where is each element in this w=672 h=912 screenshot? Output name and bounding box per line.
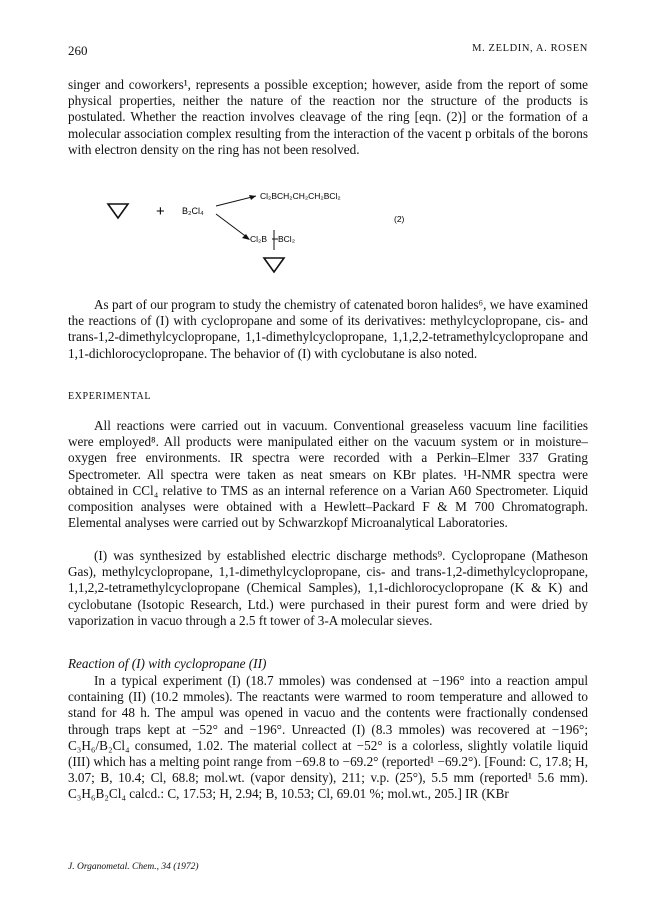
running-head-authors: M. ZELDIN, A. ROSEN <box>472 43 588 54</box>
reagent-b2cl4: B₂Cl₄ <box>182 206 204 216</box>
program-paragraph: As part of our program to study the chemistry of catenated boron halides⁶, we have examined the reactions of (I) with cyclopropane and some of its derivatives: methylcyclopropane, cis- and trans-1,2-dimethylcyclopropane, 1,1-dimethylcyclopropane, 1,1,2,2-tetramethylcyclopropane and 1,1-dichlorocyclopropane. The behavior of (I) with cyclobutane is also noted. <box>68 297 588 361</box>
reaction-paragraph: In a typical experiment (I) (18.7 mmoles) was condensed at −196° into a reaction ampul containing (II) (10.2 mmoles). The reactants were warmed to room temperature and allowed to stand for 48 h. The ampul was opened in vacuo and the contents were fractionally condensed through traps kept at −52° and −196°. Unreacted (I) (8.3 mmoles) was recovered at −196°; C₃H₆/B₂Cl₄ consumed, 1.02. The material collect at −52° is a colorless, slightly volatile liquid (III) which has a melting point range from −69.8 to −69.2° (reported¹ −69.2°). [Found: C, 17.8; H, 3.07; B, 10.4; Cl, 68.8; mol.wt. (vapor density), 211; v.p. (25°), 5.5 mm (reported¹ 5.6 mm). C₃H₆B₂Cl₄ calcd.: C, 17.53; H, 2.94; B, 10.53; Cl, 69.01 %; mol.wt., 205.] IR (KBr <box>68 673 588 802</box>
complex-cyclopropane <box>264 258 284 272</box>
subheading-reaction: Reaction of (I) with cyclopropane (II) <box>68 656 267 671</box>
plus-sign: + <box>156 203 165 220</box>
complex-cl2b: Cl₂B <box>250 234 267 244</box>
reaction-scheme-eqn-2 <box>100 182 500 302</box>
arrow-to-complex <box>216 214 248 238</box>
page-number: 260 <box>68 43 88 58</box>
experimental-paragraph-2: (I) was synthesized by established electric discharge methods⁹. Cyclopropane (Matheson Gas), methylcyclopropane, 1,1-dimethylcyclopropane, cis- and trans-1,2-dimethylcyclopropane, 1,1,2,2-tetramethylcyclopropane (Chemical Samples), 1,1-dichlorocyclopropane (K & K) and cyclobutane (Isotopic Research, Ltd.) were purchased in their purest form and were dried by vaporization in vacuo through a 2.5 ft tower of 3-A molecular sieves. <box>68 548 588 628</box>
section-heading-experimental: EXPERIMENTAL <box>68 391 152 402</box>
experimental-paragraph-1: All reactions were carried out in vacuum. Conventional greaseless vacuum line facilities were employed⁸. All products were manipulated either on the vacuum system or in moisture–oxygen free environments. IR spectra were recorded with a Perkin–Elmer 337 Grating Spectrometer. All spectra were taken as neat smears on KBr plates. ¹H-NMR spectra were obtained in CCl₄ relative to TMS as an internal reference on a Varian A60 Spectrometer. Liquid composition analyses were obtained with a Hewlett–Packard F & M 700 Chromatograph. Elemental analyses were carried out by Schwarzkopf Microanalytical Laboratories. <box>68 418 588 531</box>
complex-bcl2: BCl₂ <box>278 234 295 244</box>
cyclopropane-structure <box>108 204 128 218</box>
equation-number: (2) <box>394 214 405 224</box>
running-header <box>68 43 588 61</box>
product-chain: Cl₂BCH₂CH₂CH₂BCl₂ <box>260 191 341 201</box>
intro-paragraph: singer and coworkers¹, represents a possible exception; however, aside from the report of some physical properties, neither the nature of the reaction nor the structure of the products is postulated. Whether the reaction involves cleavage of the ring [eqn. (2)] or the formation of a molecular association complex resulting from the interaction of the vacent p orbitals of the borons with electron density on the ring has not been resolved. <box>68 77 588 157</box>
journal-footer: J. Organometal. Chem., 34 (1972) <box>68 862 199 872</box>
